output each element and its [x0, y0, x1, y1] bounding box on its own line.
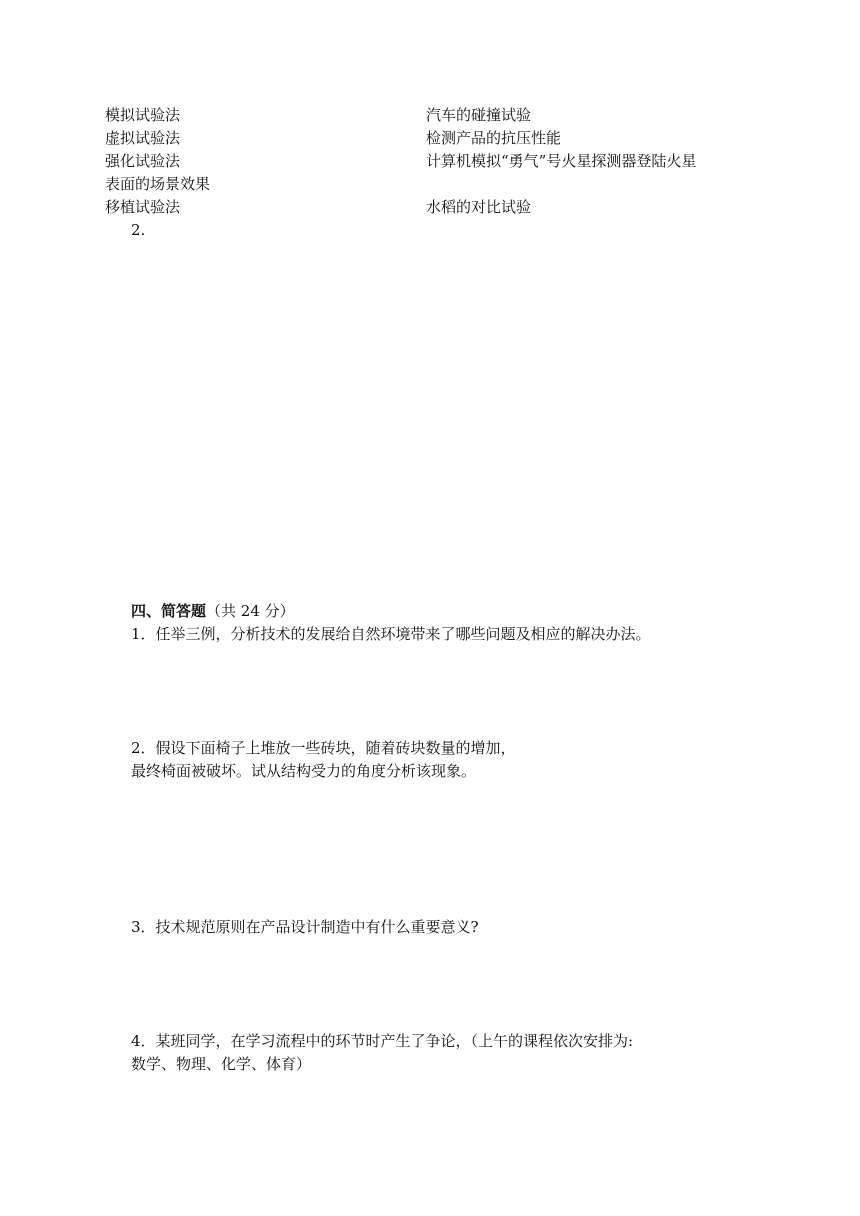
- question-2-line-1: 2．假设下面椅子上堆放一些砖块，随着砖块数量的增加，: [131, 739, 516, 757]
- section-points: （共 24 分）: [206, 602, 295, 620]
- method-simulation: 模拟试验法: [105, 106, 181, 124]
- question-4-line-2: 数学、物理、化学、体育）: [131, 1055, 312, 1073]
- method-virtual: 虚拟试验法: [105, 129, 181, 147]
- section-title: 四、简答题: [131, 602, 207, 620]
- question-3: 3．技术规范原则在产品设计制造中有什么重要意义?: [131, 918, 479, 936]
- item-number-2: 2.: [131, 221, 146, 239]
- example-mars-landing: 计算机模拟“勇气”号火星探测器登陆火星: [426, 152, 697, 170]
- question-2-line-2: 最终椅面被破坏。试从结构受力的角度分析该现象。: [131, 762, 477, 780]
- example-rice-comparison: 水稻的对比试验: [426, 198, 532, 216]
- section-heading: [131, 601, 295, 621]
- question-1: 1．任举三例，分析技术的发展给自然环境带来了哪些问题及相应的解决办法。: [131, 625, 651, 643]
- method-intensified: 强化试验法: [105, 152, 181, 170]
- example-mars-continuation: 表面的场景效果: [105, 175, 211, 193]
- example-car-crash: 汽车的碰撞试验: [426, 106, 532, 124]
- method-transplant: 移植试验法: [105, 198, 181, 216]
- example-pressure-test: 检测产品的抗压性能: [426, 129, 562, 147]
- question-4-line-1: 4．某班同学，在学习流程中的环节时产生了争论，（上午的课程依次安排为:: [131, 1032, 634, 1050]
